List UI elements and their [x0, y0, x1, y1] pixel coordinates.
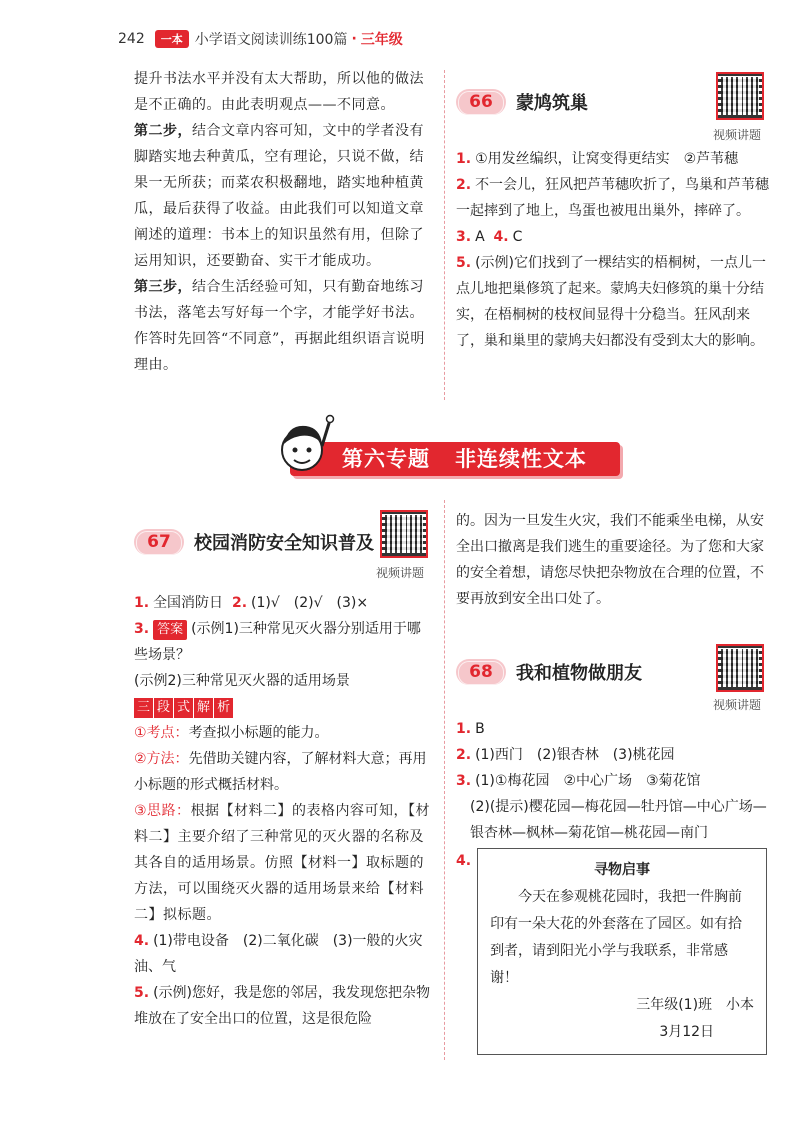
column-divider-bottom — [444, 500, 445, 1060]
answer-line: (2)(提示)樱花园—梅花园—牡丹馆—中心广场—银杏林—枫林—菊花馆—桃花园—南门 — [470, 799, 767, 841]
answers — [134, 590, 437, 1032]
section-title: 校园消防安全知识普及 — [194, 533, 374, 554]
section-67-continuation: 的。因为一旦发生火灾，我们不能乘坐电梯，从安全出口撤离是我们逃生的重要途径。为了您和大家的安全着想，请您尽快把杂物放在合理的位置，不要再放到安全出口处了。 — [456, 513, 764, 607]
answer-item — [456, 742, 771, 768]
paragraph — [134, 274, 434, 378]
left-continuation — [134, 66, 434, 378]
answer-text: (1)西门 (2)银杏林 (3)桃花园 — [475, 747, 675, 763]
step-text: 结合生活经验可知，只有勤奋地练习书法，落笔去写好每一个字，才能学好书法。作答时先回答“不同意”，再据此组织语言说明理由。 — [134, 279, 425, 373]
answer-item — [456, 848, 771, 1055]
section-66 — [456, 82, 771, 354]
answer-text: (1)①梅花园 ②中心广场 ③菊花馆 — [475, 773, 701, 789]
answer-text: (示例)您好，我是您的邻居，我发现您把杂物堆放在了安全出口的位置，这是很危险 — [134, 985, 430, 1027]
step-label: 第三步， — [134, 279, 192, 295]
answer-number: 3. — [456, 773, 472, 789]
topic-banner — [270, 436, 620, 480]
analysis-label: ③思路： — [134, 803, 191, 819]
answer-number: 5. — [456, 255, 472, 271]
answer-text: 全国消防日 — [153, 595, 224, 611]
analysis-char: 段 — [154, 698, 173, 718]
lost-notice-box — [477, 848, 767, 1055]
banner-name: 非连续性文本 — [454, 447, 587, 471]
section-title: 蒙鸠筑巢 — [516, 93, 588, 114]
answer-number: 2. — [231, 595, 248, 611]
answer-number: 1. — [456, 151, 472, 167]
answer-text: B — [475, 721, 485, 737]
answer-item — [456, 146, 771, 172]
banner-topic: 第六专题 — [342, 447, 430, 471]
analysis-point — [134, 720, 434, 746]
column-divider-top — [444, 70, 445, 400]
banner-title — [342, 442, 587, 476]
step-text: 结合文章内容可知，文中的学者没有脚踏实地去种黄瓜，空有理论，只说不做，结果一无所获；而菜农积极翻地，踏实地种植黄瓜，最后获得了收益。由此我们可以知道文章阐述的道理：书本上的知识虽然有用，但除了运用知识，还要勤奋、实干才能成功。 — [134, 123, 424, 269]
answer-item — [456, 768, 771, 794]
answer-item — [134, 928, 437, 980]
analysis-idea — [134, 798, 434, 928]
answer-line: (示例2)三种常见灭火器的适用场景 — [134, 673, 350, 689]
answer-text: ①用发丝编织，让窝变得更结实 ②芦苇穗 — [475, 151, 739, 167]
qr-label: 视频讲题 — [713, 128, 762, 142]
separator-dot: · — [351, 31, 357, 47]
answers — [456, 716, 771, 1055]
qr-code-icon[interactable] — [380, 510, 428, 558]
answer-item — [456, 224, 771, 250]
notice-signature: 三年级(1)班 小本 — [636, 997, 755, 1013]
page-header — [118, 28, 403, 50]
qr-code-icon[interactable] — [716, 644, 764, 692]
answer-item — [456, 250, 771, 354]
answer-item — [134, 616, 434, 668]
section-number-badge: 68 — [456, 659, 506, 685]
section-number-badge: 66 — [456, 89, 506, 115]
answer-item — [134, 590, 434, 616]
answer-text: C — [512, 229, 523, 245]
answer-number: 4. — [134, 933, 150, 949]
book-title: 小学语文阅读训练100篇 — [194, 32, 348, 48]
answer-number: 1. — [456, 721, 472, 737]
paragraph: 提升书法水平并没有太大帮助，所以他的做法是不正确的。由此表明观点——不同意。 — [134, 71, 424, 113]
qr-label: 视频讲题 — [376, 566, 425, 580]
answer-number: 3. — [456, 229, 472, 245]
answer-text: A — [475, 229, 485, 245]
notice-date: 3月12日 — [659, 1024, 715, 1040]
answer-number: 4. — [493, 229, 509, 245]
qr-code-icon[interactable] — [716, 72, 764, 120]
analysis-label: ①考点： — [134, 725, 189, 741]
analysis-text: 根据【材料二】的表格内容可知，【材料二】主要介绍了三种常见的灭火器的名称及其各自的适用场景。仿照【材料一】取标题的方法，可以围绕灭火器的适用场景来给【材料二】拟标题。 — [134, 803, 431, 923]
section-number-badge: 67 — [134, 529, 184, 555]
paragraph — [134, 118, 434, 274]
answer-number: 4. — [456, 853, 472, 869]
analysis-char: 解 — [194, 698, 213, 718]
answer-number: 5. — [134, 985, 150, 1001]
answers — [456, 146, 771, 354]
analysis-tag — [134, 694, 434, 720]
answer-text: (示例1)三种常见灭火器分别适用于哪些场景？ — [134, 621, 421, 663]
notice-title: 寻物启事 — [594, 862, 651, 878]
answer-item — [456, 172, 771, 224]
answer-number: 3. — [134, 621, 150, 637]
step-label: 第二步， — [134, 123, 192, 139]
qr-label: 视频讲题 — [713, 698, 762, 712]
grade-label: 三年级 — [360, 32, 403, 48]
analysis-text: 考查拟小标题的能力。 — [188, 725, 329, 741]
answer-number: 2. — [456, 177, 472, 193]
analysis-method — [134, 746, 434, 798]
analysis-char: 析 — [214, 698, 233, 718]
answer-text: (1)带电设备 (2)二氧化碳 (3)一般的火灾 油、气 — [134, 933, 437, 975]
analysis-char: 三 — [134, 698, 153, 718]
brand-logo: 一本 — [155, 30, 189, 48]
answer-item — [456, 716, 771, 742]
answer-text: 不一会儿，狂风把芦苇穗吹折了，鸟巢和芦苇穗一起摔到了地上，鸟蛋也被甩出巢外，摔碎了。 — [456, 177, 770, 219]
cartoon-boy-icon — [270, 410, 340, 480]
answer-text: (1)√ (2)√ (3)× — [251, 595, 369, 611]
analysis-label: ②方法： — [134, 751, 189, 767]
answer-tag: 答案 — [153, 620, 187, 640]
answer-number: 1. — [134, 595, 150, 611]
answer-item — [134, 980, 434, 1032]
section-title: 我和植物做朋友 — [516, 663, 642, 684]
analysis-char: 式 — [174, 698, 193, 718]
answer-number: 2. — [456, 747, 472, 763]
page-number: 242 — [118, 31, 145, 47]
analysis-text: 先借助关键内容，了解材料大意；再用小标题的形式概括材料。 — [134, 751, 427, 793]
section-67 — [134, 522, 437, 1032]
notice-body: 今天在参观桃花园时，我把一件胸前印有一朵大花的外套落在了园区。如有拾到者，请到阳光小学与我联系，非常感谢！ — [490, 889, 743, 986]
answer-text: (示例)它们找到了一棵结实的梧桐树，一点儿一点儿地把巢修筑了起来。蒙鸠夫妇修筑的巢十分结实，在梧桐树的枝杈间显得十分稳当。狂风刮来了，巢和巢里的蒙鸠夫妇都没有受到太大的影响。 — [456, 255, 766, 349]
